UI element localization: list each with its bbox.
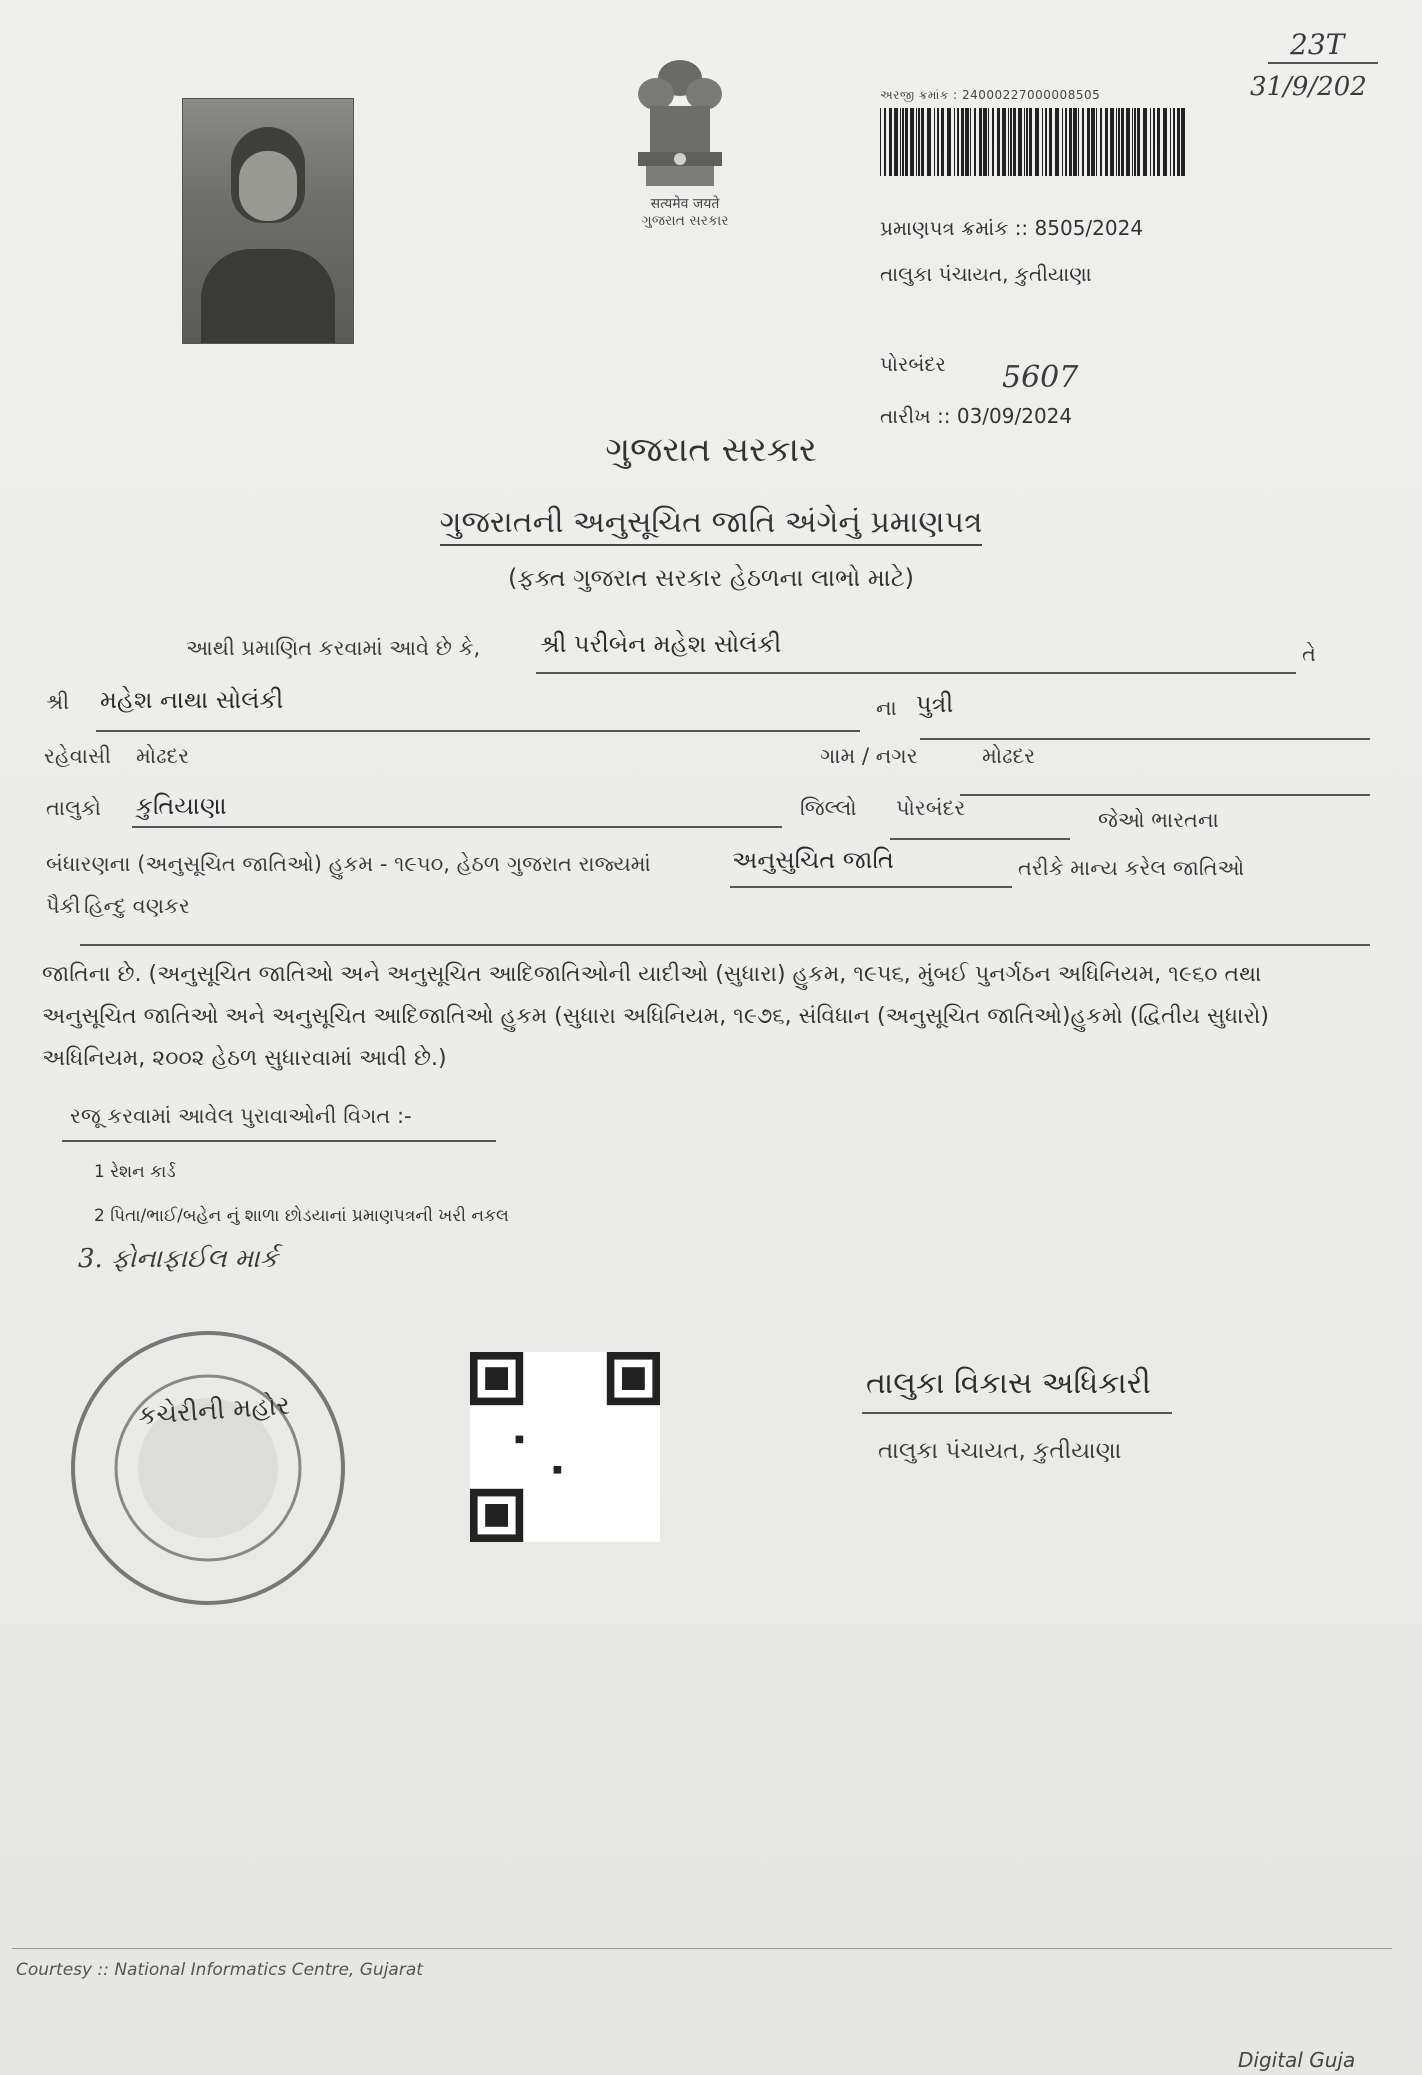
issuing-office: તાલુકા પંચાયત, કુતીયાણા <box>880 262 1092 286</box>
caste-category: અનુસુચિત જાતિ <box>732 846 894 874</box>
district-label: પોરબંદર <box>880 352 946 376</box>
shri-label: શ્રી <box>46 690 70 714</box>
corner-note-top: 23T <box>1290 28 1345 61</box>
government-title: ગુજરાત સરકાર <box>605 430 817 470</box>
issue-date: તારીખ :: 03/09/2024 <box>880 404 1073 428</box>
evidence-item-3-handwritten: 3. ફોનાફાઈલ માર્ક <box>78 1244 278 1274</box>
resident-value: મોઢદર <box>136 744 190 768</box>
footer-digital: Digital Guja <box>1238 2048 1356 2072</box>
evidence-item-1: 1 રેશન કાર્ડ <box>94 1162 176 1182</box>
application-number: અરજી ક્રમાંક : 24000227000008505 <box>880 88 1101 102</box>
among-label: પૈકી <box>46 894 81 918</box>
barcode <box>880 108 1190 176</box>
seal-text: કચેરીની મહોર <box>137 1390 291 1432</box>
corner-note-divider <box>1268 62 1378 64</box>
handwritten-number: 5607 <box>1002 360 1079 395</box>
signatory-office: તાલુકા પંચાયત, કુતીયાણા <box>878 1438 1122 1464</box>
na-label: ના <box>876 696 897 720</box>
qr-code <box>470 1352 660 1542</box>
corner-note-bottom: 31/9/202 <box>1250 72 1367 102</box>
evidence-item-2: 2 પિતા/ભાઈ/બહેન નું શાળા છોડયાનાં પ્રમાણપત્રની ખરી નકલ <box>94 1206 509 1226</box>
village-value: મોઢદર <box>982 744 1036 768</box>
certificate-title: ગુજરાતની અનુસૂચિત જાતિ અંગેનું પ્રમાણપત્ર <box>0 505 1422 540</box>
taluka-value: કુતિયાણા <box>136 792 227 820</box>
district-value: પોરબંદર <box>896 796 966 820</box>
village-label: ગામ / નગર <box>820 744 918 768</box>
caste-value: હિન્દુ વણકર <box>84 894 190 918</box>
father-name: મહેશ નાથા સોલંકી <box>100 686 284 714</box>
national-emblem-icon <box>620 48 740 198</box>
seal-ring-icon <box>58 1318 358 1618</box>
te-text: તે <box>1302 642 1316 666</box>
applicant-name: શ્રી પરીબેન મહેશ સોલંકી <box>540 630 782 658</box>
order-text: બંધારણના (અનુસૂચિત જાતિઓ) હુકમ - ૧૯૫૦, હેઠળ ગુજરાત રાજ્યમાં <box>46 852 651 876</box>
legal-paragraph: જાતિના છે. (અનુસૂચિત જાતિઓ અને અનુસૂચિત આદિજાતિઓની યાદીઓ (સુધારા) હુકમ, ૧૯૫૬, મુંબઈ પુનર્ગઠન અધિનિયમ, ૧૯૬૦ તથા અનુસૂચિત જાતિઓ અને અનુસૂચિત આદિજાતિઓ હુકમ (સુધારા અધિનિયમ, ૧૯૭૬, સંવિધાન (અનુસૂચિત જાતિઓ)હુકમો (દ્વિતીય સુધારો) અધિનિયમ, ૨૦૦૨ હેઠળ સુધારવામાં આવી છે.) <box>42 962 1269 1071</box>
signatory-title: તાલુકા વિકાસ અધિકારી <box>866 1366 1151 1401</box>
recognised-text: તરીકે માન્ય કરેલ જાતિઓ <box>1018 856 1245 880</box>
taluka-label: તાલુકો <box>46 796 102 820</box>
relation: પુત્રી <box>916 690 954 718</box>
jeo-text: જેઓ ભારતના <box>1098 808 1219 832</box>
evidence-heading: રજૂ કરવામાં આવેલ પુરાવાઓની વિગત :- <box>70 1104 412 1128</box>
resident-label: રહેવાસી <box>44 744 112 768</box>
district-field-label: જિલ્લો <box>800 796 857 820</box>
footer-courtesy: Courtesy :: National Informatics Centre, Gujarat <box>16 1960 423 1980</box>
emblem-caption: सत्यमेव जयते ગુજરાત સરકાર <box>641 196 729 229</box>
office-seal <box>58 1318 358 1618</box>
applicant-photo <box>182 98 354 344</box>
certificate-subtitle: (ફક્ત ગુજરાત સરકાર હેઠળના લાભો માટે) <box>507 564 915 592</box>
certificate-number: પ્રમાણપત્ર ક્રમાંક :: 8505/2024 <box>880 216 1144 240</box>
intro-text: આથી પ્રમાણિત કરવામાં આવે છે કે, <box>186 636 481 660</box>
